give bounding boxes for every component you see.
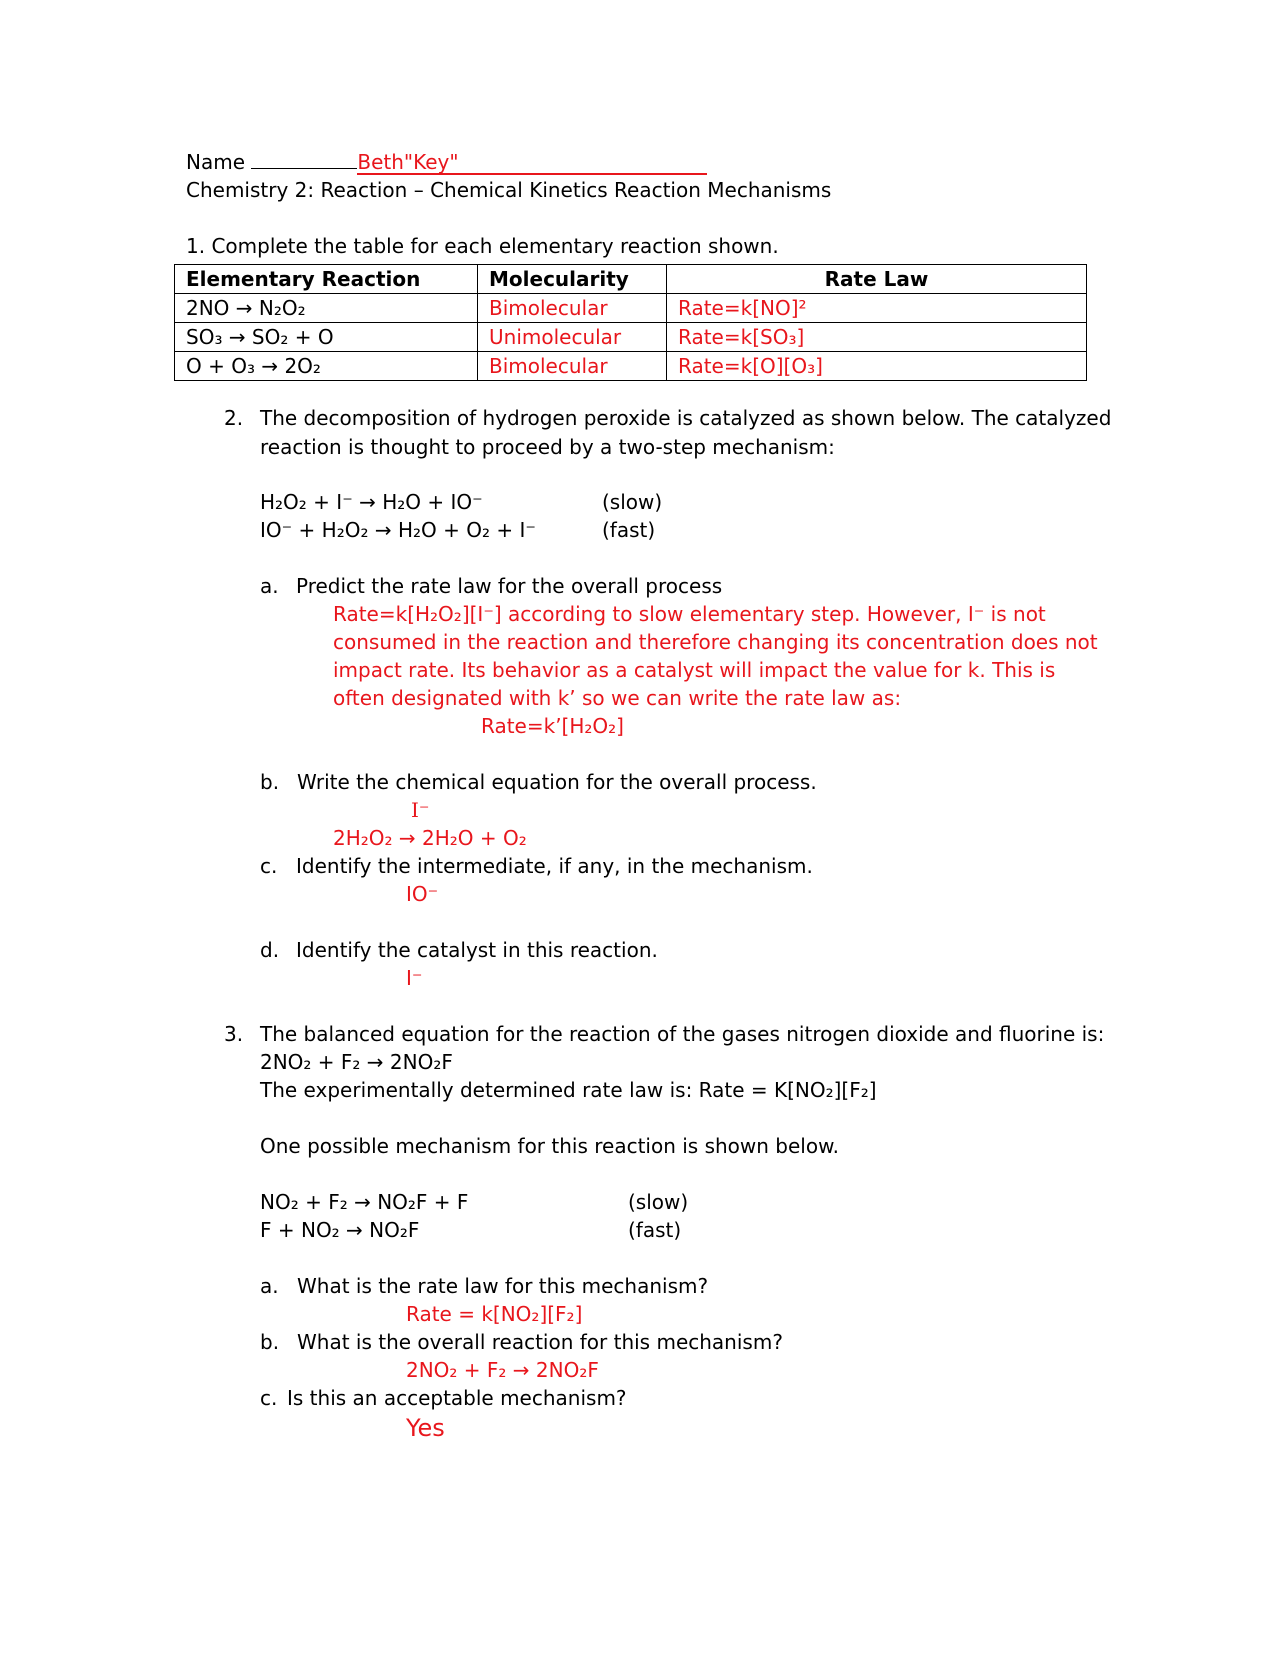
rate-law-cell: Rate=k[O][O₃]	[667, 352, 1087, 381]
q3b-label: b.	[260, 1330, 280, 1354]
q2b-label: b.	[260, 770, 280, 794]
q2a-answer-line: often designated with k’ so we can write the rate law as:	[333, 686, 902, 710]
header-rate-law: Rate Law	[667, 265, 1087, 294]
q3-step1-speed: (slow)	[628, 1190, 689, 1214]
q2b-question: Write the chemical equation for the overall process.	[297, 770, 817, 794]
elementary-reaction-table	[174, 264, 1087, 381]
q3-step2-speed: (fast)	[628, 1218, 682, 1242]
q2-line1: The decomposition of hydrogen peroxide is catalyzed as shown below. The catalyzed	[260, 406, 1112, 430]
name-line	[186, 150, 707, 175]
q2a-answer-line: consumed in the reaction and therefore changing its concentration does not	[333, 630, 1098, 654]
q3b-answer: 2NO₂ + F₂ → 2NO₂F	[406, 1358, 599, 1382]
q3-mechanism-intro: One possible mechanism for this reaction is shown below.	[260, 1134, 839, 1158]
q2a-answer-line: Rate=k[H₂O₂][I⁻] according to slow elementary step. However, I⁻ is not	[333, 602, 1046, 626]
q3a-label: a.	[260, 1274, 279, 1298]
molecularity-cell: Bimolecular	[478, 352, 667, 381]
q2c-label: c.	[260, 854, 278, 878]
q2d-question: Identify the catalyst in this reaction.	[296, 938, 658, 962]
q3b-question: What is the overall reaction for this mechanism?	[297, 1330, 783, 1354]
q2-step2: IO⁻ + H₂O₂ → H₂O + O₂ + I⁻	[260, 518, 536, 542]
reaction-cell: 2NO → N₂O₂	[175, 294, 478, 323]
q2d-label: d.	[260, 938, 280, 962]
q3-step1: NO₂ + F₂ → NO₂F + F	[260, 1190, 469, 1214]
q2c-answer: IO⁻	[406, 882, 439, 906]
q2d-answer: I⁻	[406, 966, 423, 990]
q3-line1: The balanced equation for the reaction of the gases nitrogen dioxide and fluorine is:	[260, 1022, 1105, 1046]
q2a-answer-final: Rate=k’[H₂O₂]	[481, 714, 624, 738]
q2a-question: Predict the rate law for the overall process	[296, 574, 723, 598]
rate-law-cell: Rate=k[NO]²	[667, 294, 1087, 323]
q3a-question: What is the rate law for this mechanism?	[297, 1274, 709, 1298]
q2b-answer: 2H₂O₂ → 2H₂O + O₂	[333, 826, 527, 850]
molecularity-cell: Bimolecular	[478, 294, 667, 323]
q2c-question: Identify the intermediate, if any, in the mechanism.	[296, 854, 813, 878]
q2a-answer-line: impact rate. Its behavior as a catalyst will impact the value for k. This is	[333, 658, 1056, 682]
q2-step2-speed: (fast)	[602, 518, 656, 542]
name-blank	[251, 150, 357, 169]
q1-prompt: 1. Complete the table for each elementary reaction shown.	[186, 234, 779, 258]
q3a-answer: Rate = k[NO₂][F₂]	[406, 1302, 583, 1326]
rate-law-cell: Rate=k[SO₃]	[667, 323, 1087, 352]
q3c-label: c.	[260, 1386, 278, 1410]
name-label: Name	[186, 150, 246, 174]
q2-line2: reaction is thought to proceed by a two-step mechanism:	[260, 435, 835, 459]
q2b-catalyst-above-arrow: I⁻	[411, 798, 430, 822]
table-row	[175, 352, 1087, 381]
q3c-question: Is this an acceptable mechanism?	[287, 1386, 627, 1410]
reaction-cell: O + O₃ → 2O₂	[175, 352, 478, 381]
q3-step2: F + NO₂ → NO₂F	[260, 1218, 420, 1242]
q2-number: 2.	[224, 406, 244, 430]
q3-rate-law-line: The experimentally determined rate law is: Rate = K[NO₂][F₂]	[260, 1078, 877, 1102]
q2-step1-speed: (slow)	[602, 490, 663, 514]
header-molecularity: Molecularity	[478, 265, 667, 294]
q2-step1: H₂O₂ + I⁻ → H₂O + IO⁻	[260, 490, 483, 514]
table-row	[175, 323, 1087, 352]
q2a-label: a.	[260, 574, 279, 598]
subtitle: Chemistry 2: Reaction – Chemical Kinetics Reaction Mechanisms	[186, 178, 832, 202]
q3-equation: 2NO₂ + F₂ → 2NO₂F	[260, 1050, 453, 1074]
name-value: Beth"Key"	[357, 152, 707, 175]
q3-number: 3.	[224, 1022, 244, 1046]
reaction-cell: SO₃ → SO₂ + O	[175, 323, 478, 352]
molecularity-cell: Unimolecular	[478, 323, 667, 352]
q3c-answer: Yes	[406, 1414, 445, 1442]
table-header-row	[175, 265, 1087, 294]
table-row	[175, 294, 1087, 323]
header-elementary-reaction: Elementary Reaction	[175, 265, 478, 294]
